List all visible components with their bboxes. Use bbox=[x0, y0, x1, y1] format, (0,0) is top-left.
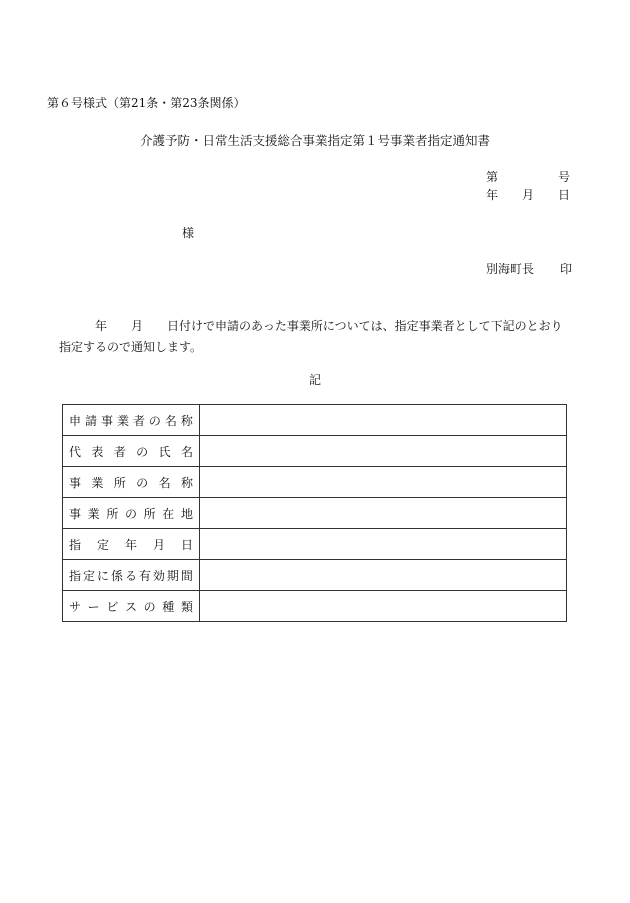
document-title: 介護予防・日常生活支援総合事業指定第１号事業者指定通知書 bbox=[139, 133, 490, 148]
issuer-line bbox=[486, 262, 572, 276]
row-label: 指 定 年 月 日 bbox=[69, 537, 193, 552]
table-row bbox=[63, 436, 567, 467]
row-value bbox=[200, 591, 567, 622]
row-label: 事 業 所 の 所 在 地 bbox=[69, 506, 193, 521]
row-value bbox=[200, 436, 567, 467]
row-label: 代 表 者 の 氏 名 bbox=[69, 444, 193, 459]
table-row bbox=[63, 529, 567, 560]
row-label-cell bbox=[63, 498, 200, 529]
body-line-1: 年 月 日付けで申請のあった事業所については、指定事業者として下記のとおり bbox=[95, 319, 563, 333]
addressee-honorific: 様 bbox=[182, 226, 195, 240]
table-row bbox=[63, 467, 567, 498]
table-row bbox=[63, 560, 567, 591]
row-label: 申 請 事 業 者 の 名 称 bbox=[69, 413, 193, 428]
body-text bbox=[59, 316, 574, 358]
number-prefix: 第 bbox=[486, 170, 499, 184]
issuer-name: 別海町長 bbox=[486, 262, 535, 276]
body-line-2: 指定するので通知します。 bbox=[59, 340, 203, 354]
seal-mark: 印 bbox=[559, 262, 572, 276]
day-label: 日 bbox=[557, 188, 570, 202]
ki-heading: 記 bbox=[308, 373, 321, 387]
row-value bbox=[200, 560, 567, 591]
row-label: サ ー ビ ス の 種 類 bbox=[69, 599, 193, 614]
row-label: 事 業 所 の 名 称 bbox=[69, 475, 193, 490]
row-label-cell bbox=[63, 591, 200, 622]
row-value bbox=[200, 498, 567, 529]
number-suffix: 号 bbox=[557, 170, 570, 184]
row-label-cell bbox=[63, 436, 200, 467]
table-row bbox=[63, 591, 567, 622]
details-table bbox=[62, 404, 567, 622]
row-value bbox=[200, 529, 567, 560]
row-value bbox=[200, 405, 567, 436]
year-label: 年 bbox=[486, 188, 499, 202]
row-label-cell bbox=[63, 560, 200, 591]
table-row bbox=[63, 498, 567, 529]
row-label-cell bbox=[63, 529, 200, 560]
document-number-line bbox=[486, 170, 570, 184]
row-label-cell bbox=[63, 467, 200, 498]
form-number: 第６号様式（第21条・第23条関係） bbox=[47, 96, 246, 110]
row-label: 指 定 に 係 る 有 効 期 間 bbox=[69, 568, 193, 583]
table-row bbox=[63, 405, 567, 436]
month-label: 月 bbox=[521, 188, 534, 202]
row-label-cell bbox=[63, 405, 200, 436]
row-value bbox=[200, 467, 567, 498]
document-date-line bbox=[486, 188, 570, 202]
